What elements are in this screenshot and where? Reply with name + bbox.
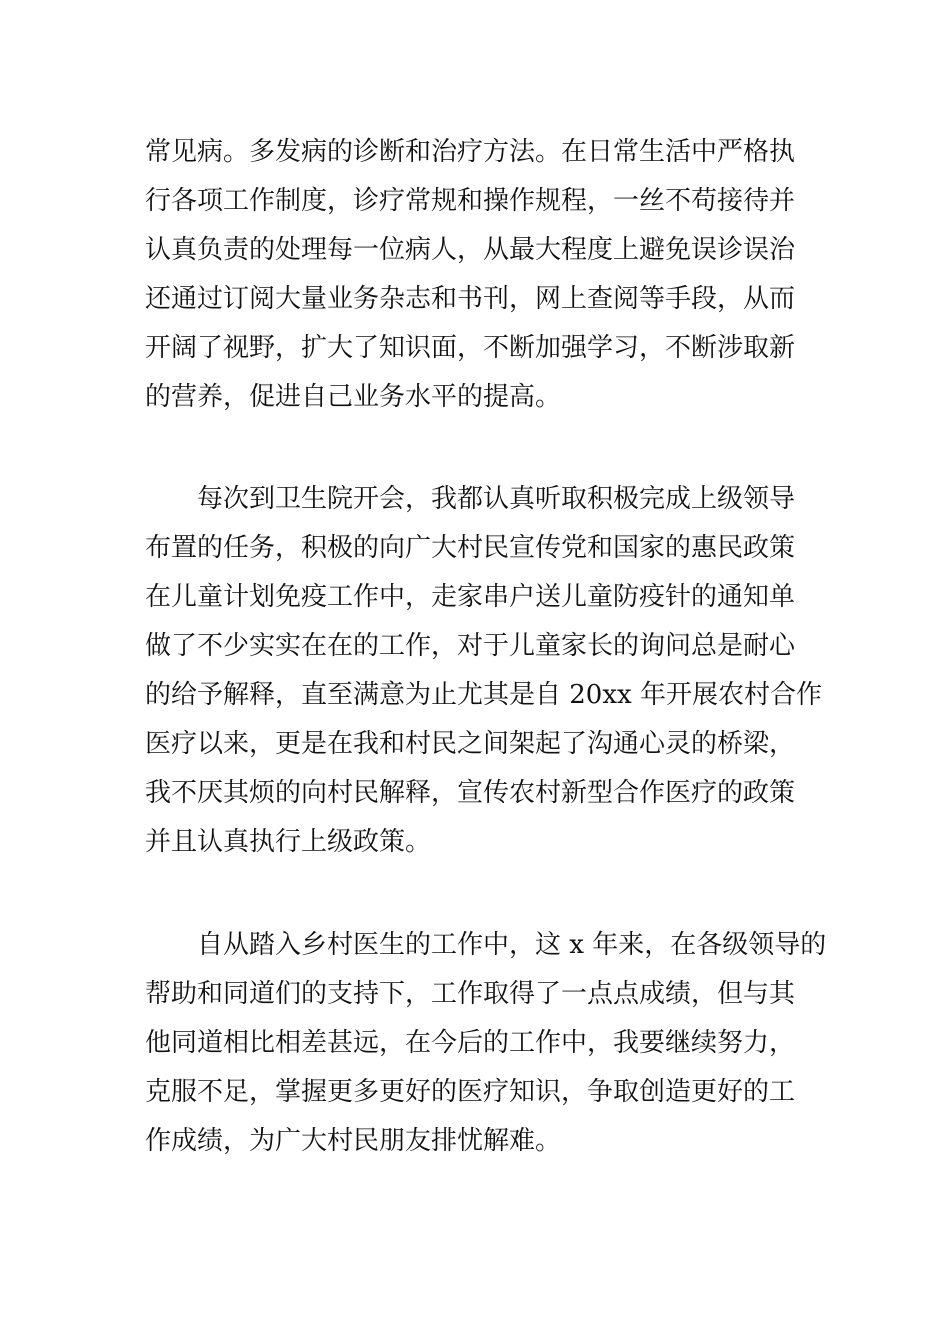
text-line: 他同道相比相差甚远，在今后的工作中，我要继续努力， xyxy=(145,1028,796,1058)
text-line: 克服不足，掌握更多更好的医疗知识，争取创造更好的工 xyxy=(145,1077,796,1107)
text-line: 并且认真执行上级政策。 xyxy=(145,827,432,857)
text-line: 布置的任务，积极的向广大村民宣传党和国家的惠民政策 xyxy=(145,533,796,563)
text-line: 医疗以来，更是在我和村民之间架起了沟通心灵的桥梁， xyxy=(145,729,796,759)
text-line: 还通过订阅大量业务杂志和书刊，网上查阅等手段，从而 xyxy=(145,284,796,314)
text-line: 作成绩，为广大村民朋友排忧解难。 xyxy=(145,1126,562,1156)
text-line: 做了不少实实在在的工作，对于儿童家长的询问总是耐心 xyxy=(145,631,796,661)
text-line: 自从踏入乡村医生的工作中，这 x 年来，在各级领导的 xyxy=(197,930,827,960)
text-line: 每次到卫生院开会，我都认真听取积极完成上级领导 xyxy=(197,484,796,514)
paragraph-2 xyxy=(145,475,825,867)
text-line: 在儿童计划免疫工作中，走家串户送儿童防疫针的通知单 xyxy=(145,582,796,612)
text-line: 我不厌其烦的向村民解释，宣传农村新型合作医疗的政策 xyxy=(145,778,796,808)
text-line: 行各项工作制度，诊疗常规和操作规程，一丝不苟接待并 xyxy=(145,186,796,216)
text-line: 帮助和同道们的支持下，工作取得了一点点成绩，但与其 xyxy=(145,979,796,1009)
text-line: 认真负责的处理每一位病人，从最大程度上避免误诊误治 xyxy=(145,235,796,265)
text-line: 的给予解释，直至满意为止尤其是自 20xx 年开展农村合作 xyxy=(145,680,822,710)
text-line: 开阔了视野，扩大了知识面，不断加强学习，不断涉取新 xyxy=(145,333,796,363)
text-line: 常见病。多发病的诊断和治疗方法。在日常生活中严格执 xyxy=(145,137,796,167)
text-line: 的营养，促进自己业务水平的提高。 xyxy=(145,382,562,412)
paragraph-3 xyxy=(145,921,825,1166)
paragraph-1 xyxy=(145,128,825,422)
